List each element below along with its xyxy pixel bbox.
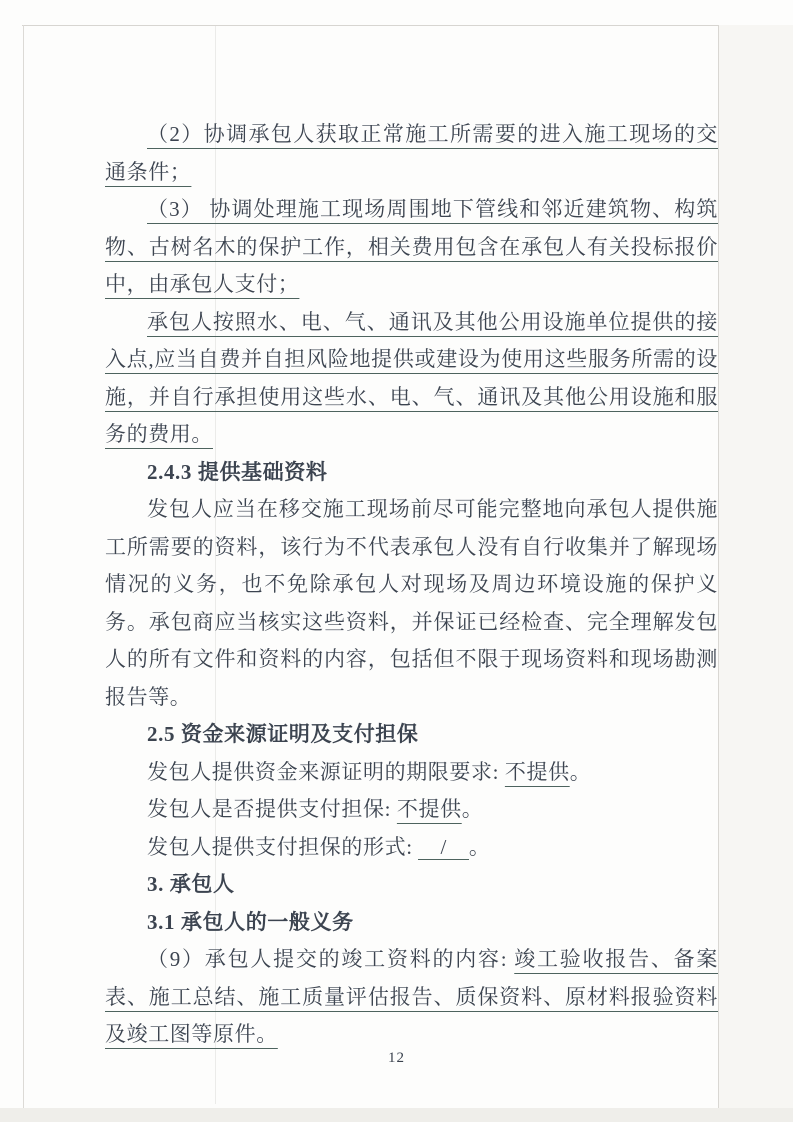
base-data-paragraph: 发包人应当在移交施工现场前尽可能完整地向承包人提供施工所需要的资料，该行为不代表承包人没有自行收集并了解现场情况的义务，也不免除承包人对现场及周边环境设施的保护义务。承包商应当核实这些资料，并保证已经检查、完全理解发包人的所有文件和资料的内容，包括但不限于现场资料和现场勘测报告等。 xyxy=(105,497,718,709)
heading-2-4-3-provide-base-data: 2.4.3 提供基础资料 xyxy=(147,459,328,484)
heading-3-1-general-obligations: 3.1 承包人的一般义务 xyxy=(147,909,354,934)
clause-item-2: （2）协调承包人获取正常施工所需要的进入施工现场的交通条件； xyxy=(105,122,718,184)
funding-proof-value: 不提供 xyxy=(504,759,570,784)
clause-item-3: （3） 协调处理施工现场周围地下管线和邻近建筑物、构筑物、古树名木的保护工作，相关费用包含在承包人有关投标报价中，由承包人支付； xyxy=(105,197,718,296)
clause-9-label: （9）承包人提交的竣工资料的内容: xyxy=(147,947,515,971)
guarantee-form-blank-value: / xyxy=(418,835,468,860)
page-number: 12 xyxy=(388,1050,405,1066)
payment-guarantee-label: 发包人是否提供支付担保: xyxy=(147,797,397,821)
heading-3-contractor: 3. 承包人 xyxy=(147,872,235,896)
scan-right-margin-shade xyxy=(719,25,793,1109)
guarantee-form-line xyxy=(105,829,718,867)
document-body xyxy=(105,116,718,1054)
scan-bottom-edge-shade xyxy=(0,1108,793,1122)
period-mark: 。 xyxy=(461,797,484,821)
payment-guarantee-value: 不提供 xyxy=(396,797,462,821)
funding-proof-line xyxy=(105,754,718,792)
period-mark: 。 xyxy=(569,759,592,784)
scan-border-left xyxy=(23,25,24,1109)
guarantee-form-label: 发包人提供支付担保的形式: xyxy=(147,834,419,859)
payment-guarantee-line xyxy=(105,791,718,829)
heading-2-5-funding-proof: 2.5 资金来源证明及支付担保 xyxy=(147,722,419,746)
clause-item-9 xyxy=(105,941,718,1054)
period-mark: 。 xyxy=(468,834,491,859)
utilities-clause-paragraph: 承包人按照水、电、气、通讯及其他公用设施单位提供的接入点,应当自费并自担风险地提供或建设为使用这些服务所需的设施，并自行承担使用这些水、电、气、通讯及其他公用设施和服务的费用。 xyxy=(105,309,718,446)
clause-9-value: 竣工验收报告、备案表、施工总结、施工质量评估报告、质保资料、原材料报验资料及竣工图等原件。 xyxy=(105,947,718,1046)
funding-proof-label: 发包人提供资金来源证明的期限要求: xyxy=(147,759,505,784)
scan-border-top xyxy=(22,25,719,26)
